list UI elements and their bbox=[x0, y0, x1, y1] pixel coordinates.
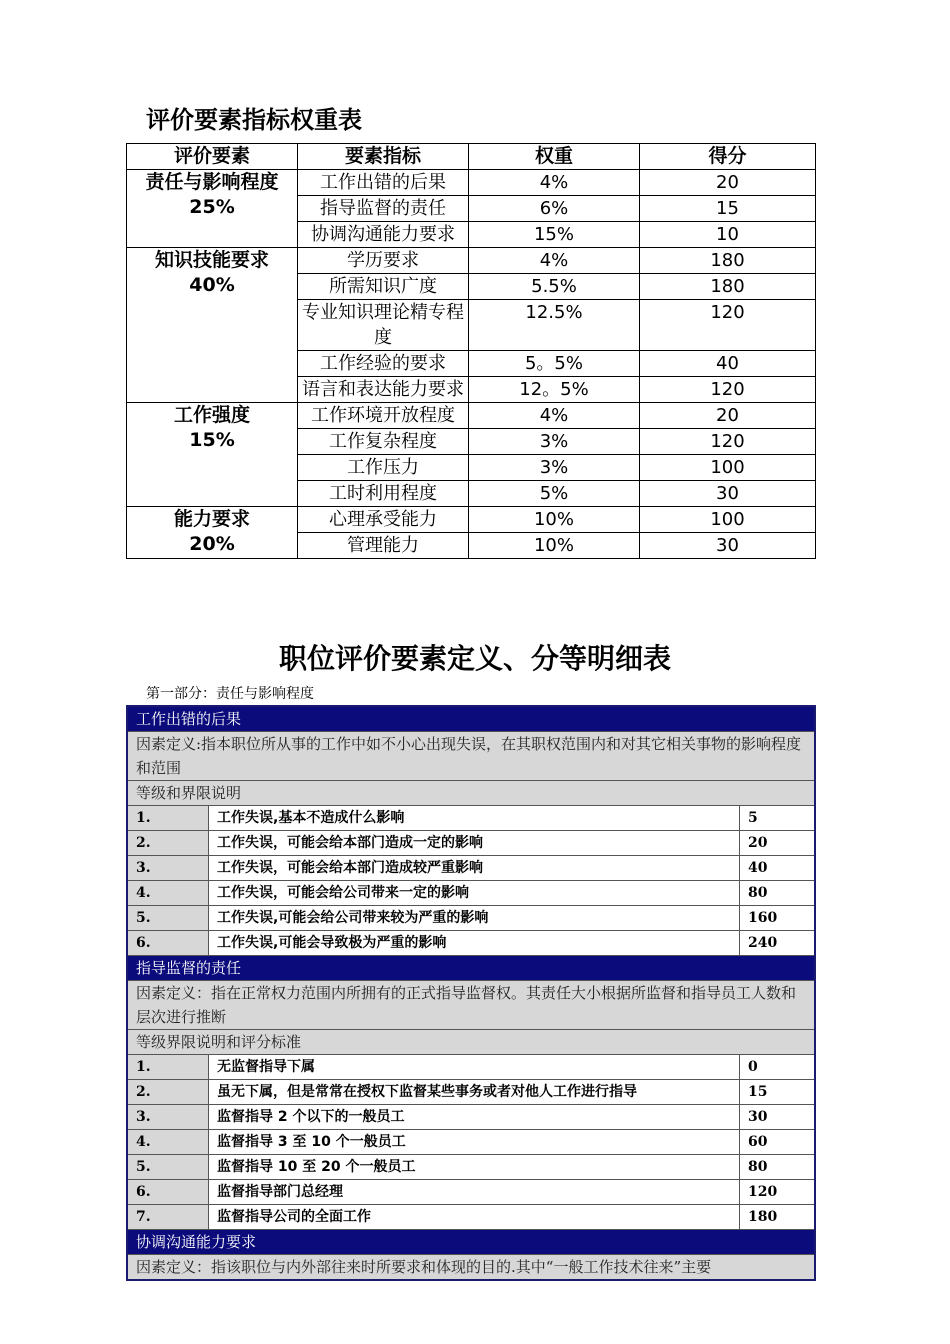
weight-cell: 5% bbox=[469, 481, 640, 507]
score-cell: 30 bbox=[640, 481, 816, 507]
header-weight: 权重 bbox=[469, 144, 640, 170]
level-description: 工作失误,基本不造成什么影响 bbox=[209, 806, 740, 831]
level-description: 无监督指导下属 bbox=[209, 1055, 740, 1080]
factor-name: 责任与影响程度 bbox=[145, 171, 279, 193]
weights-header-row bbox=[127, 144, 816, 170]
level-row bbox=[127, 856, 815, 881]
indicator-cell: 工作经验的要求 bbox=[298, 351, 469, 377]
level-score: 15 bbox=[740, 1080, 816, 1105]
level-score: 30 bbox=[740, 1105, 816, 1130]
weight-cell: 5.5% bbox=[469, 274, 640, 300]
level-number: 3. bbox=[127, 1105, 209, 1130]
weight-cell: 10% bbox=[469, 533, 640, 559]
level-score: 160 bbox=[740, 906, 816, 931]
level-number: 1. bbox=[127, 1055, 209, 1080]
weights-table bbox=[126, 143, 816, 559]
weight-cell: 12。5% bbox=[469, 377, 640, 403]
definition-text: 因素定义：指在正常权力范围内所拥有的正式指导监督权。其责任大小根据所监督和指导员工人数和层次进行推断 bbox=[127, 981, 815, 1030]
indicator-cell: 专业知识理论精专程度 bbox=[298, 300, 469, 351]
level-score: 40 bbox=[740, 856, 816, 881]
detail-table bbox=[126, 705, 816, 1281]
levels-label-row bbox=[127, 781, 815, 806]
level-description: 监督指导公司的全面工作 bbox=[209, 1205, 740, 1230]
section-name: 工作出错的后果 bbox=[127, 706, 815, 732]
weight-cell: 5。5% bbox=[469, 351, 640, 377]
factor-cell bbox=[127, 507, 298, 559]
weight-cell: 4% bbox=[469, 170, 640, 196]
weight-cell: 3% bbox=[469, 455, 640, 481]
indicator-cell: 语言和表达能力要求 bbox=[298, 377, 469, 403]
level-row bbox=[127, 1180, 815, 1205]
factor-name: 工作强度 bbox=[173, 404, 250, 426]
weights-row bbox=[127, 170, 816, 196]
level-number: 4. bbox=[127, 881, 209, 906]
definition-row bbox=[127, 732, 815, 781]
indicator-cell: 所需知识广度 bbox=[298, 274, 469, 300]
section-name: 协调沟通能力要求 bbox=[127, 1230, 815, 1255]
definition-row bbox=[127, 981, 815, 1030]
indicator-cell: 学历要求 bbox=[298, 248, 469, 274]
score-cell: 100 bbox=[640, 507, 816, 533]
level-description: 工作失误，可能会给本部门造成较严重影响 bbox=[209, 856, 740, 881]
score-cell: 100 bbox=[640, 455, 816, 481]
weight-cell: 10% bbox=[469, 507, 640, 533]
weight-cell: 12.5% bbox=[469, 300, 640, 351]
level-row bbox=[127, 1130, 815, 1155]
level-description: 工作失误，可能会给本部门造成一定的影响 bbox=[209, 831, 740, 856]
levels-label-row bbox=[127, 1030, 815, 1055]
indicator-cell: 协调沟通能力要求 bbox=[298, 222, 469, 248]
level-score: 20 bbox=[740, 831, 816, 856]
level-number: 6. bbox=[127, 931, 209, 956]
score-cell: 120 bbox=[640, 429, 816, 455]
level-number: 2. bbox=[127, 1080, 209, 1105]
factor-name: 知识技能要求 bbox=[154, 249, 269, 271]
weight-cell: 15% bbox=[469, 222, 640, 248]
header-factor: 评价要素 bbox=[127, 144, 298, 170]
score-cell: 10 bbox=[640, 222, 816, 248]
indicator-cell: 工作出错的后果 bbox=[298, 170, 469, 196]
indicator-cell: 管理能力 bbox=[298, 533, 469, 559]
factor-cell bbox=[127, 248, 298, 403]
weights-row bbox=[127, 248, 816, 274]
factor-name: 能力要求 bbox=[173, 508, 250, 530]
level-score: 60 bbox=[740, 1130, 816, 1155]
indicator-cell: 工作复杂程度 bbox=[298, 429, 469, 455]
weight-cell: 4% bbox=[469, 403, 640, 429]
header-score: 得分 bbox=[640, 144, 816, 170]
level-description: 工作失误,可能会导致极为严重的影响 bbox=[209, 931, 740, 956]
score-cell: 40 bbox=[640, 351, 816, 377]
factor-percent: 40% bbox=[189, 274, 235, 296]
factor-percent: 25% bbox=[189, 196, 235, 218]
score-cell: 180 bbox=[640, 248, 816, 274]
factor-percent: 15% bbox=[189, 429, 235, 451]
level-row bbox=[127, 1055, 815, 1080]
score-cell: 20 bbox=[640, 170, 816, 196]
level-row bbox=[127, 1205, 815, 1230]
level-row bbox=[127, 906, 815, 931]
definition-row bbox=[127, 1255, 815, 1281]
level-row bbox=[127, 806, 815, 831]
level-description: 监督指导 3 至 10 个一般员工 bbox=[209, 1130, 740, 1155]
levels-label: 等级界限说明和评分标准 bbox=[127, 1030, 815, 1055]
level-number: 7. bbox=[127, 1205, 209, 1230]
level-row bbox=[127, 1080, 815, 1105]
section-name: 指导监督的责任 bbox=[127, 956, 815, 981]
score-cell: 20 bbox=[640, 403, 816, 429]
level-score: 120 bbox=[740, 1180, 816, 1205]
level-score: 80 bbox=[740, 881, 816, 906]
score-cell: 120 bbox=[640, 377, 816, 403]
weights-row bbox=[127, 507, 816, 533]
factor-cell bbox=[127, 170, 298, 248]
level-score: 240 bbox=[740, 931, 816, 956]
weight-cell: 3% bbox=[469, 429, 640, 455]
weight-cell: 6% bbox=[469, 196, 640, 222]
detail-table-title: 职位评价要素定义、分等明细表 bbox=[278, 642, 671, 675]
level-number: 1. bbox=[127, 806, 209, 831]
level-score: 80 bbox=[740, 1155, 816, 1180]
level-number: 3. bbox=[127, 856, 209, 881]
header-indicator: 要素指标 bbox=[298, 144, 469, 170]
section-header bbox=[127, 706, 815, 732]
level-row bbox=[127, 1155, 815, 1180]
level-description: 工作失误,可能会给公司带来较为严重的影响 bbox=[209, 906, 740, 931]
factor-cell bbox=[127, 403, 298, 507]
level-row bbox=[127, 831, 815, 856]
indicator-cell: 工作压力 bbox=[298, 455, 469, 481]
level-number: 2. bbox=[127, 831, 209, 856]
score-cell: 15 bbox=[640, 196, 816, 222]
level-number: 5. bbox=[127, 906, 209, 931]
level-description: 工作失误，可能会给公司带来一定的影响 bbox=[209, 881, 740, 906]
level-description: 监督指导 2 个以下的一般员工 bbox=[209, 1105, 740, 1130]
weight-cell: 4% bbox=[469, 248, 640, 274]
levels-label: 等级和界限说明 bbox=[127, 781, 815, 806]
weights-table-title: 评价要素指标权重表 bbox=[146, 106, 362, 134]
section-header bbox=[127, 956, 815, 981]
weights-row bbox=[127, 403, 816, 429]
level-description: 虽无下属，但是常常在授权下监督某些事务或者对他人工作进行指导 bbox=[209, 1080, 740, 1105]
definition-text: 因素定义：指该职位与内外部往来时所要求和体现的目的.其中“一般工作技术往来”主要 bbox=[127, 1255, 815, 1281]
part-label: 第一部分：责任与影响程度 bbox=[146, 686, 314, 702]
level-row bbox=[127, 931, 815, 956]
level-score: 5 bbox=[740, 806, 816, 831]
level-description: 监督指导 10 至 20 个一般员工 bbox=[209, 1155, 740, 1180]
level-row bbox=[127, 881, 815, 906]
score-cell: 180 bbox=[640, 274, 816, 300]
indicator-cell: 工时利用程度 bbox=[298, 481, 469, 507]
indicator-cell: 指导监督的责任 bbox=[298, 196, 469, 222]
level-row bbox=[127, 1105, 815, 1130]
section-header bbox=[127, 1230, 815, 1255]
level-score: 180 bbox=[740, 1205, 816, 1230]
indicator-cell: 心理承受能力 bbox=[298, 507, 469, 533]
score-cell: 30 bbox=[640, 533, 816, 559]
level-description: 监督指导部门总经理 bbox=[209, 1180, 740, 1205]
level-score: 0 bbox=[740, 1055, 816, 1080]
indicator-cell: 工作环境开放程度 bbox=[298, 403, 469, 429]
definition-text: 因素定义:指本职位所从事的工作中如不小心出现失误，在其职权范围内和对其它相关事物的影响程度和范围 bbox=[127, 732, 815, 781]
score-cell: 120 bbox=[640, 300, 816, 351]
level-number: 4. bbox=[127, 1130, 209, 1155]
level-number: 6. bbox=[127, 1180, 209, 1205]
factor-percent: 20% bbox=[189, 533, 235, 555]
level-number: 5. bbox=[127, 1155, 209, 1180]
